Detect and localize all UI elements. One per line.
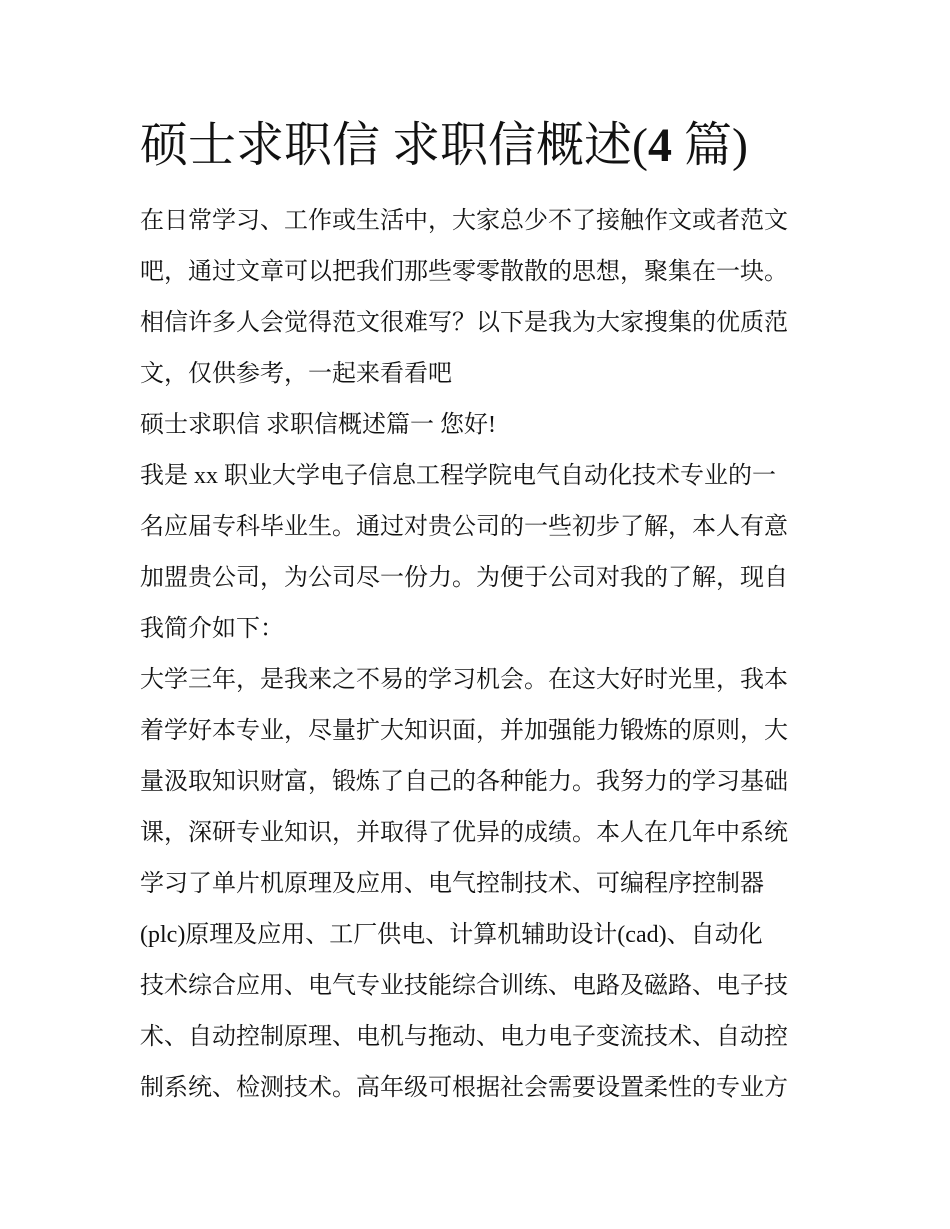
text-line: 我是 xx 职业大学电子信息工程学院电气自动化技术专业的一 <box>140 463 776 489</box>
text-line: 术、自动控制原理、电机与拖动、电力电子变流技术、自动控 <box>140 1024 788 1050</box>
title-tail: 篇) <box>672 119 748 172</box>
document-title <box>140 112 748 180</box>
title-number: 4 <box>648 119 672 172</box>
text-line: 加盟贵公司，为公司尽一份力。为便于公司对我的了解，现自 <box>140 565 788 591</box>
text-line: 大学三年，是我来之不易的学习机会。在这大好时光里，我本 <box>140 667 788 693</box>
section-heading-line: 硕士求职信 求职信概述篇一 您好! <box>140 412 496 438</box>
text-line: 课，深研专业知识，并取得了优异的成绩。本人在几年中系统 <box>140 820 788 846</box>
text-line: 技术综合应用、电气专业技能综合训练、电路及磁路、电子技 <box>140 973 788 999</box>
text-line: 量汲取知识财富，锻炼了自己的各种能力。我努力的学习基础 <box>140 769 788 795</box>
text-line: 相信许多人会觉得范文很难写？以下是我为大家搜集的优质范 <box>140 310 788 336</box>
text-line: (plc)原理及应用、工厂供电、计算机辅助设计(cad)、自动化 <box>140 922 763 948</box>
text-line: 文，仅供参考，一起来看看吧 <box>140 361 452 387</box>
text-line: 制系统、检测技术。高年级可根据社会需要设置柔性的专业方 <box>140 1075 788 1101</box>
text-line: 在日常学习、工作或生活中，大家总少不了接触作文或者范文 <box>140 208 788 234</box>
title-main: 硕士求职信 求职信概述( <box>140 119 648 172</box>
text-line: 着学好本专业，尽量扩大知识面，并加强能力锻炼的原则，大 <box>140 718 788 744</box>
document-body <box>140 196 812 1114</box>
text-line: 学习了单片机原理及应用、电气控制技术、可编程序控制器 <box>140 871 764 897</box>
text-line: 名应届专科毕业生。通过对贵公司的一些初步了解，本人有意 <box>140 514 788 540</box>
text-line: 吧，通过文章可以把我们那些零零散散的思想，聚集在一块。 <box>140 259 788 285</box>
text-line: 我简介如下： <box>140 616 284 642</box>
